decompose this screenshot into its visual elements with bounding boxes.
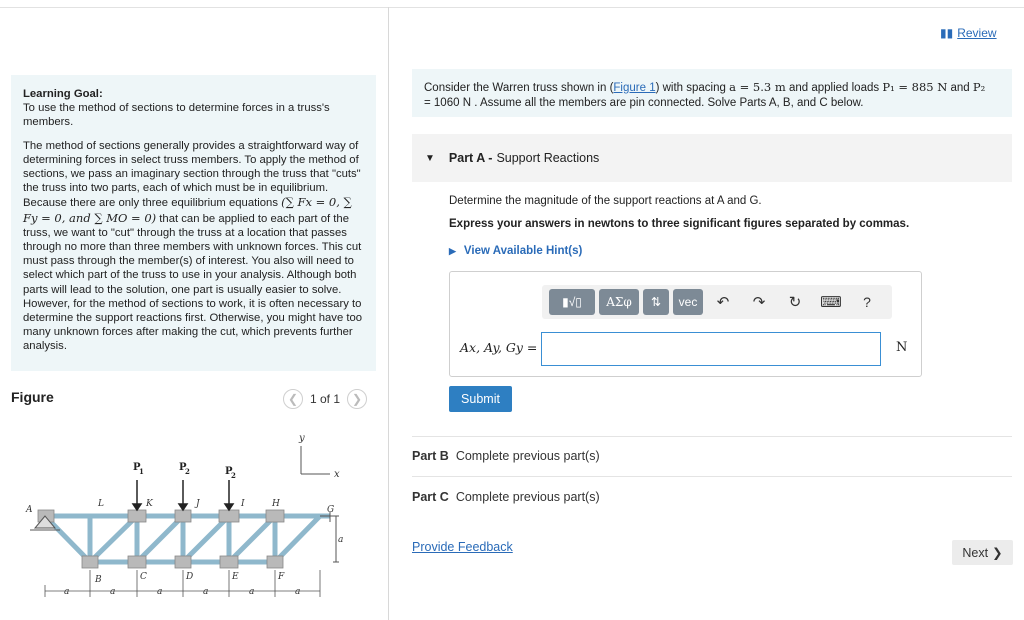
caret-down-icon: ▼ [425, 152, 435, 164]
load-label-p2b: P [225, 466, 233, 477]
part-b-row[interactable] [412, 449, 600, 463]
load-p2-symbol: P₂ [972, 80, 986, 94]
joint-label-a: A [26, 505, 33, 515]
spacing-value: a = 5.3 m [729, 80, 786, 94]
learning-goal-body-1: The method of sections generally provides a straightforward way of determining forces in select truss members. To apply the method of sections, we pass an imaginary section through the truss that "cuts" the truss into two parts, each of which must be in equilibrium. Because there are only three equilibrium equations [23, 139, 361, 210]
learning-goal-intro: To use the method of sections to determine forces in a truss's members. [23, 102, 330, 129]
part-c-row[interactable] [412, 490, 600, 504]
answer-input[interactable] [541, 332, 881, 366]
joint-label-l: L [98, 499, 104, 509]
load-label-p2b-sub: 2 [231, 471, 236, 480]
part-a-format-instruction: Express your answers in newtons to three significant figures separated by commas. [449, 218, 910, 230]
joint-label-i: I [241, 499, 245, 509]
chevron-right-icon[interactable]: ❯ [347, 389, 367, 409]
figure-heading: Figure [11, 389, 54, 405]
undo-icon[interactable]: ↶ [716, 294, 730, 311]
next-button[interactable] [952, 540, 1013, 565]
part-c-label: Part C [412, 490, 449, 504]
help-icon[interactable]: ? [863, 294, 871, 310]
submit-button[interactable]: Submit [449, 386, 512, 412]
load-label-p1-sub: 1 [139, 467, 144, 476]
x-axis-label: x [334, 469, 340, 480]
problem-line2: = 1060 N . Assume all the members are pin connected. Solve Parts A, B, and C below. [424, 97, 864, 109]
load-label-p2a-sub: 2 [185, 467, 190, 476]
symbols-button[interactable]: ΑΣφ [599, 289, 639, 315]
templates-button[interactable]: ▮√▯ [549, 289, 595, 315]
height-label-a: a [338, 535, 344, 545]
learning-goal-panel [11, 75, 376, 371]
math-toolbar [542, 285, 892, 319]
warren-truss-figure [20, 426, 360, 606]
review-label: Review [957, 26, 997, 40]
keyboard-icon[interactable]: ⌨ [820, 294, 842, 311]
vector-button[interactable]: vec [673, 289, 703, 315]
answer-box [449, 271, 922, 377]
axes-indicator [301, 446, 330, 474]
top-border [0, 7, 1024, 8]
learning-goal-body [23, 139, 364, 354]
part-a-header[interactable] [412, 134, 1012, 182]
part-a-instruction: Determine the magnitude of the support reactions at A and G. [449, 195, 762, 207]
hints-label: View Available Hint(s) [463, 245, 583, 257]
problem-loads-text: and applied loads [785, 82, 883, 94]
joint-label-c: C [140, 572, 147, 582]
figure-1-link[interactable]: Figure 1 [613, 82, 656, 94]
joint-label-e: E [232, 572, 239, 582]
part-b-status: Complete previous part(s) [455, 449, 600, 463]
part-c-status: Complete previous part(s) [455, 490, 600, 504]
learning-goal-body-2: that can be applied to each part of the truss, we want to "cut" through the truss at a location that passes through no more than three members with unknown forces. This cut must pass through the member(s) of interest. You also will need to select which part of the truss to use in your analysis. Although both parts will lead to the solution, one part is usually easier to solve. However, for the method of sections to work, it is often necessary to determine the support reactions first. Otherwise, you might have too many unknown forces after making the cut, which prevents further analysis. [23, 212, 363, 353]
answer-unit: N [896, 340, 908, 355]
truss-members [45, 516, 330, 562]
learning-goal-title: Learning Goal: [23, 88, 103, 100]
problem-mid: ) with spacing [655, 82, 730, 94]
y-axis-label: y [299, 433, 305, 444]
right-support [320, 512, 339, 562]
part-b-label: Part B [412, 449, 449, 463]
reset-icon[interactable]: ↻ [788, 294, 802, 311]
load-p1-value: P₁ = 885 N [882, 80, 948, 94]
load-label-p2a: P [179, 462, 187, 473]
joint-label-h: H [272, 499, 280, 509]
answer-label: Ax, Ay, Gy = [460, 340, 538, 355]
chevron-left-icon[interactable]: ❮ [283, 389, 303, 409]
problem-and: and [947, 82, 973, 94]
separator-1 [412, 436, 1012, 437]
panel-divider [388, 7, 389, 620]
dim-label-1: a [64, 587, 70, 597]
chevron-right-icon: ❯ [992, 546, 1003, 560]
part-a-title: Support Reactions [496, 151, 600, 165]
separator-2 [412, 476, 1012, 477]
figure-counter: 1 of 1 [310, 392, 341, 406]
joint-label-k: K [146, 499, 153, 509]
joint-label-g: G [327, 505, 335, 515]
problem-prefix: Consider the Warren truss shown in ( [424, 82, 614, 94]
dim-label-5: a [249, 587, 255, 597]
joint-label-b: B [95, 575, 102, 585]
dim-label-4: a [203, 587, 209, 597]
part-a-label: Part A - [448, 151, 493, 165]
provide-feedback-link[interactable]: Provide Feedback [412, 540, 513, 554]
review-link[interactable] [940, 26, 997, 40]
equilibrium-equations: (∑ Fx = 0, ∑ Fy = 0, and ∑ MO = 0) [23, 195, 352, 225]
next-label: Next [962, 545, 989, 560]
joint-label-j: J [196, 499, 200, 509]
load-label-p1: P [133, 462, 141, 473]
figure-pagination [283, 389, 367, 409]
joint-label-f: F [278, 572, 285, 582]
caret-right-icon: ▶ [449, 245, 456, 256]
dim-label-2: a [110, 587, 116, 597]
joint-label-d: D [186, 572, 194, 582]
redo-icon[interactable]: ↷ [752, 294, 766, 311]
dim-label-6: a [295, 587, 301, 597]
view-hints-link[interactable] [449, 245, 582, 257]
arrows-button[interactable]: ⇅ [643, 289, 669, 315]
book-icon: ▮▮ [940, 26, 954, 40]
dim-label-3: a [157, 587, 163, 597]
problem-statement [412, 69, 1012, 117]
